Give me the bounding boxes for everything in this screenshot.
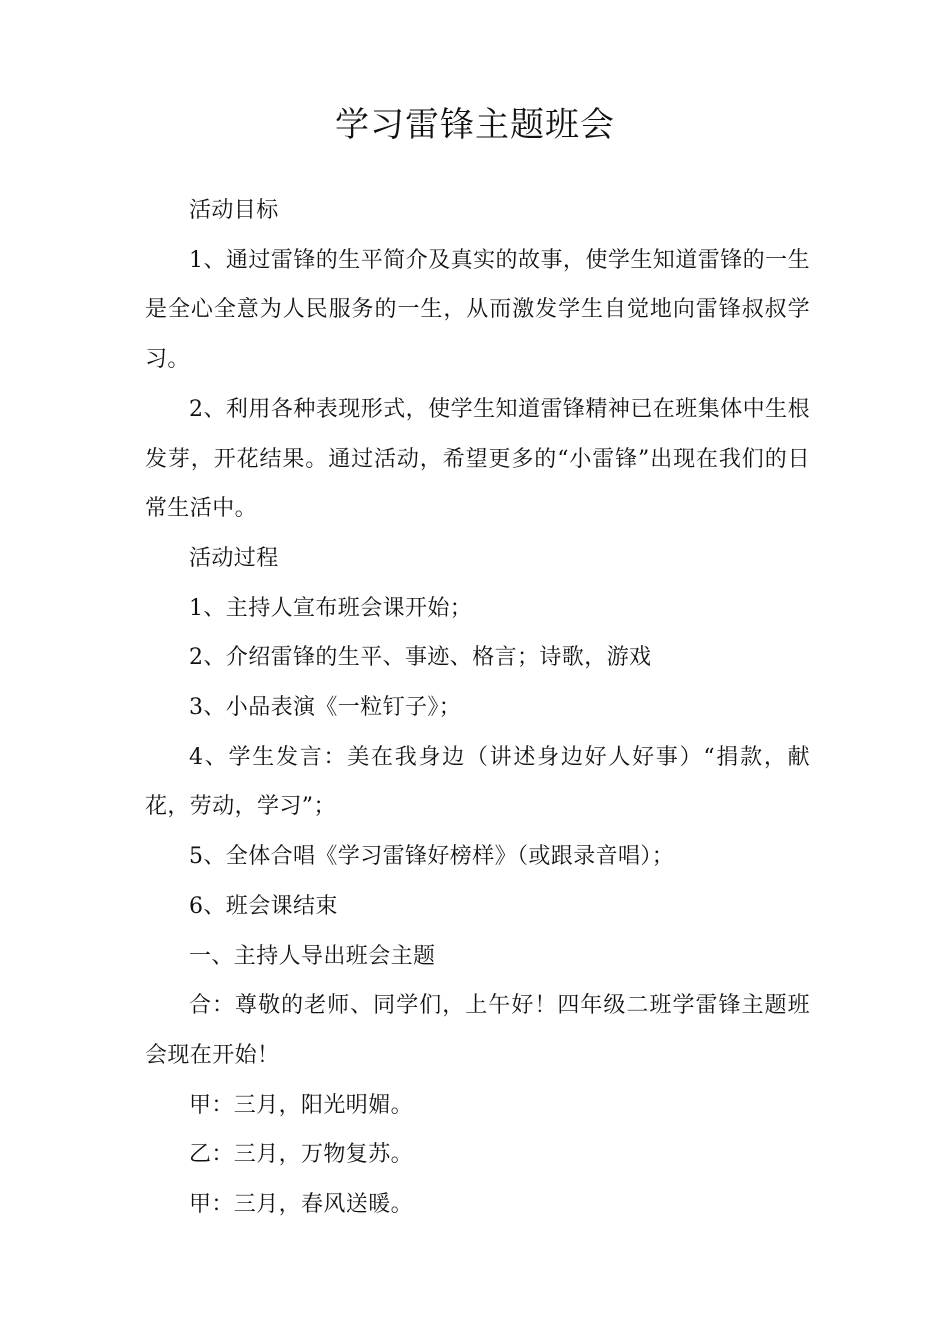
goal-2-paragraph: 2、利用各种表现形式，使学生知道雷锋精神已在班集体中生根发芽，开花结果。通过活动，希望更多的“小雷锋”出现在我们的日常生活中。: [145, 396, 810, 522]
heading-activity-process: 活动过程: [189, 545, 279, 571]
document-body: [145, 186, 810, 1230]
dialogue-line: 甲：三月，春风送暖。: [189, 1192, 414, 1218]
process-step-4: 4、学生发言：美在我身边（讲述身边好人好事）“捐款，献花，劳动，学习”；: [145, 744, 810, 820]
goal-1-paragraph: 1、通过雷锋的生平简介及真实的故事，使学生知道雷锋的一生是全心全意为人民服务的一生，从而激发学生自觉地向雷锋叔叔学习。: [145, 247, 810, 373]
heading-activity-goals: 活动目标: [189, 198, 279, 223]
process-step-1: 1、主持人宣布班会课开始；: [189, 595, 473, 621]
process-step-5: 5、全体合唱《学习雷锋好榜样》（或跟录音唱）；: [189, 844, 675, 870]
dialogue-line: 合：尊敬的老师、同学们，上午好！四年级二班学雷锋主题班会现在开始！: [145, 993, 810, 1068]
dialogue-line: 乙：三月，万物复苏。: [189, 1142, 414, 1168]
document-title: 学习雷锋主题班会: [335, 105, 615, 145]
process-step-2: 2、介绍雷锋的生平、事迹、格言；诗歌，游戏: [189, 645, 652, 671]
process-step-6: 6、班会课结束: [189, 893, 338, 919]
dialogue-line: 甲：三月，阳光明媚。: [189, 1092, 414, 1118]
process-step-3: 3、小品表演《一粒钉子》；: [189, 695, 462, 721]
section-heading-host-intro: 一、主持人导出班会主题: [189, 943, 436, 969]
